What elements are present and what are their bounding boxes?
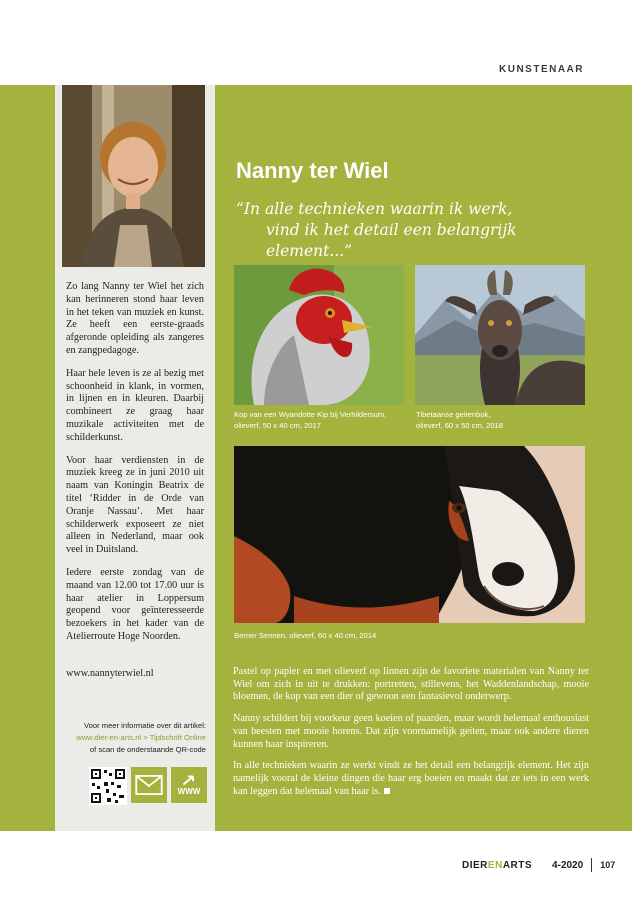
- www-icon[interactable]: [171, 767, 207, 803]
- caption-title: Tibetaanse geitenbok,: [416, 410, 491, 419]
- info-line: of scan de onderstaande QR-code: [89, 745, 206, 754]
- body-paragraph: Pastel op papier en met olieverf op linnen zijn de favoriete materialen van Nanny ter Wiel om zich in uit te drukken: portretten, stillevens, het Waddenlandschap, mooie bloemen, de kop van een dier of gewoon een fantasievol onderwerp.: [233, 666, 589, 703]
- article-body: [233, 666, 589, 807]
- brand-part: DIER: [462, 859, 488, 871]
- magazine-brand: [462, 860, 532, 871]
- caption-detail: olieverf, 60 x 50 cm, 2018: [416, 421, 503, 430]
- pull-quote: [236, 199, 606, 262]
- artwork-chicken-image: [234, 265, 404, 405]
- artwork-goat-image: [415, 265, 585, 405]
- artist-portrait: [62, 85, 205, 267]
- article-title: Nanny ter Wiel: [236, 158, 389, 183]
- artwork-dog-image: [234, 446, 585, 623]
- body-paragraph: Nanny schildert bij voorkeur geen koeien of paarden, maar wordt helemaal enthousiast van beesten met mooie horens. Dat zijn voornamelijk geiten, maar ook andere dieren kunnen haar inspireren.: [233, 713, 589, 750]
- quote-line: “In alle technieken waarin ik werk,: [236, 200, 513, 218]
- caption-detail: olieverf, 50 x 40 cm, 2017: [234, 421, 321, 430]
- more-info-block: [58, 720, 206, 756]
- info-line: Voor meer informatie over dit artikel:: [84, 721, 206, 730]
- body-paragraph-last: [233, 760, 589, 798]
- bio-paragraph: Haar hele leven is ze al bezig met schoonheid in klank, in vormen, in lijnen en in kleuren. Daarbij combineert ze graag haar muzikale activiteiten met de schilderkunst.: [66, 367, 204, 443]
- issue-number: 4-2020: [552, 859, 584, 871]
- artist-website-link[interactable]: www.nannyterwiel.nl: [66, 668, 154, 679]
- page-footer: [462, 858, 615, 872]
- bio-paragraph: Iedere eerste zondag van de maand van 12.00 tot 17.00 uur is haar atelier in Loppersum geopend voor geïnteresseerde bezoekers in het kader van de Atelierroute Hoge Noorden.: [66, 566, 204, 642]
- caption-title: Kop van een Wyandotte Kip bij Verhildersum,: [234, 410, 387, 419]
- icon-row: [89, 767, 207, 805]
- info-link[interactable]: www.dier-en-arts.nl > Tijdschrift Online: [76, 733, 206, 742]
- end-mark-icon: [384, 788, 390, 794]
- caption-title: Berner Sennen, olieverf, 60 x 40 cm, 2014: [234, 631, 377, 640]
- www-label: WWW: [177, 787, 201, 796]
- bio-paragraph: Voor haar verdiensten in de muziek kreeg ze in juni 2010 uit naam van Koningin Beatrix de titel ‘Ridder in de Orde van Oranje Nassau’. Met haar schilderwerk exposeert ze niet alleen in Nederland, maar ook veel in Duitsland.: [66, 454, 204, 556]
- brand-part: EN: [487, 859, 503, 871]
- mail-icon[interactable]: [131, 767, 167, 803]
- caption-chicken: [234, 409, 414, 431]
- artist-bio: [66, 281, 204, 654]
- footer-divider: [591, 858, 592, 872]
- caption-goat: [416, 409, 596, 431]
- bio-paragraph: Zo lang Nanny ter Wiel het zich kan herinneren stond haar leven in het teken van muziek en kunst. Ze heeft een eerste-graads afgeronde opleiding als zangeres en zangpedagoge.: [66, 281, 204, 356]
- brand-part: ARTS: [502, 859, 533, 871]
- quote-line: vind ik het detail een belangrijk element...”: [266, 221, 517, 260]
- page-number: 107: [600, 860, 616, 870]
- body-paragraph-text: In alle technieken waarin ze werkt vindt ze het detail een belangrijk element. Het zijn namelijk vooral de kleine dingen die haar erg boeien en maakt dat ze iets in een werk kan leggen dat helemaal van haar is.: [233, 760, 589, 797]
- qr-code-icon[interactable]: [89, 767, 127, 805]
- section-label: KUNSTENAAR: [499, 64, 584, 75]
- caption-dog: [234, 630, 534, 641]
